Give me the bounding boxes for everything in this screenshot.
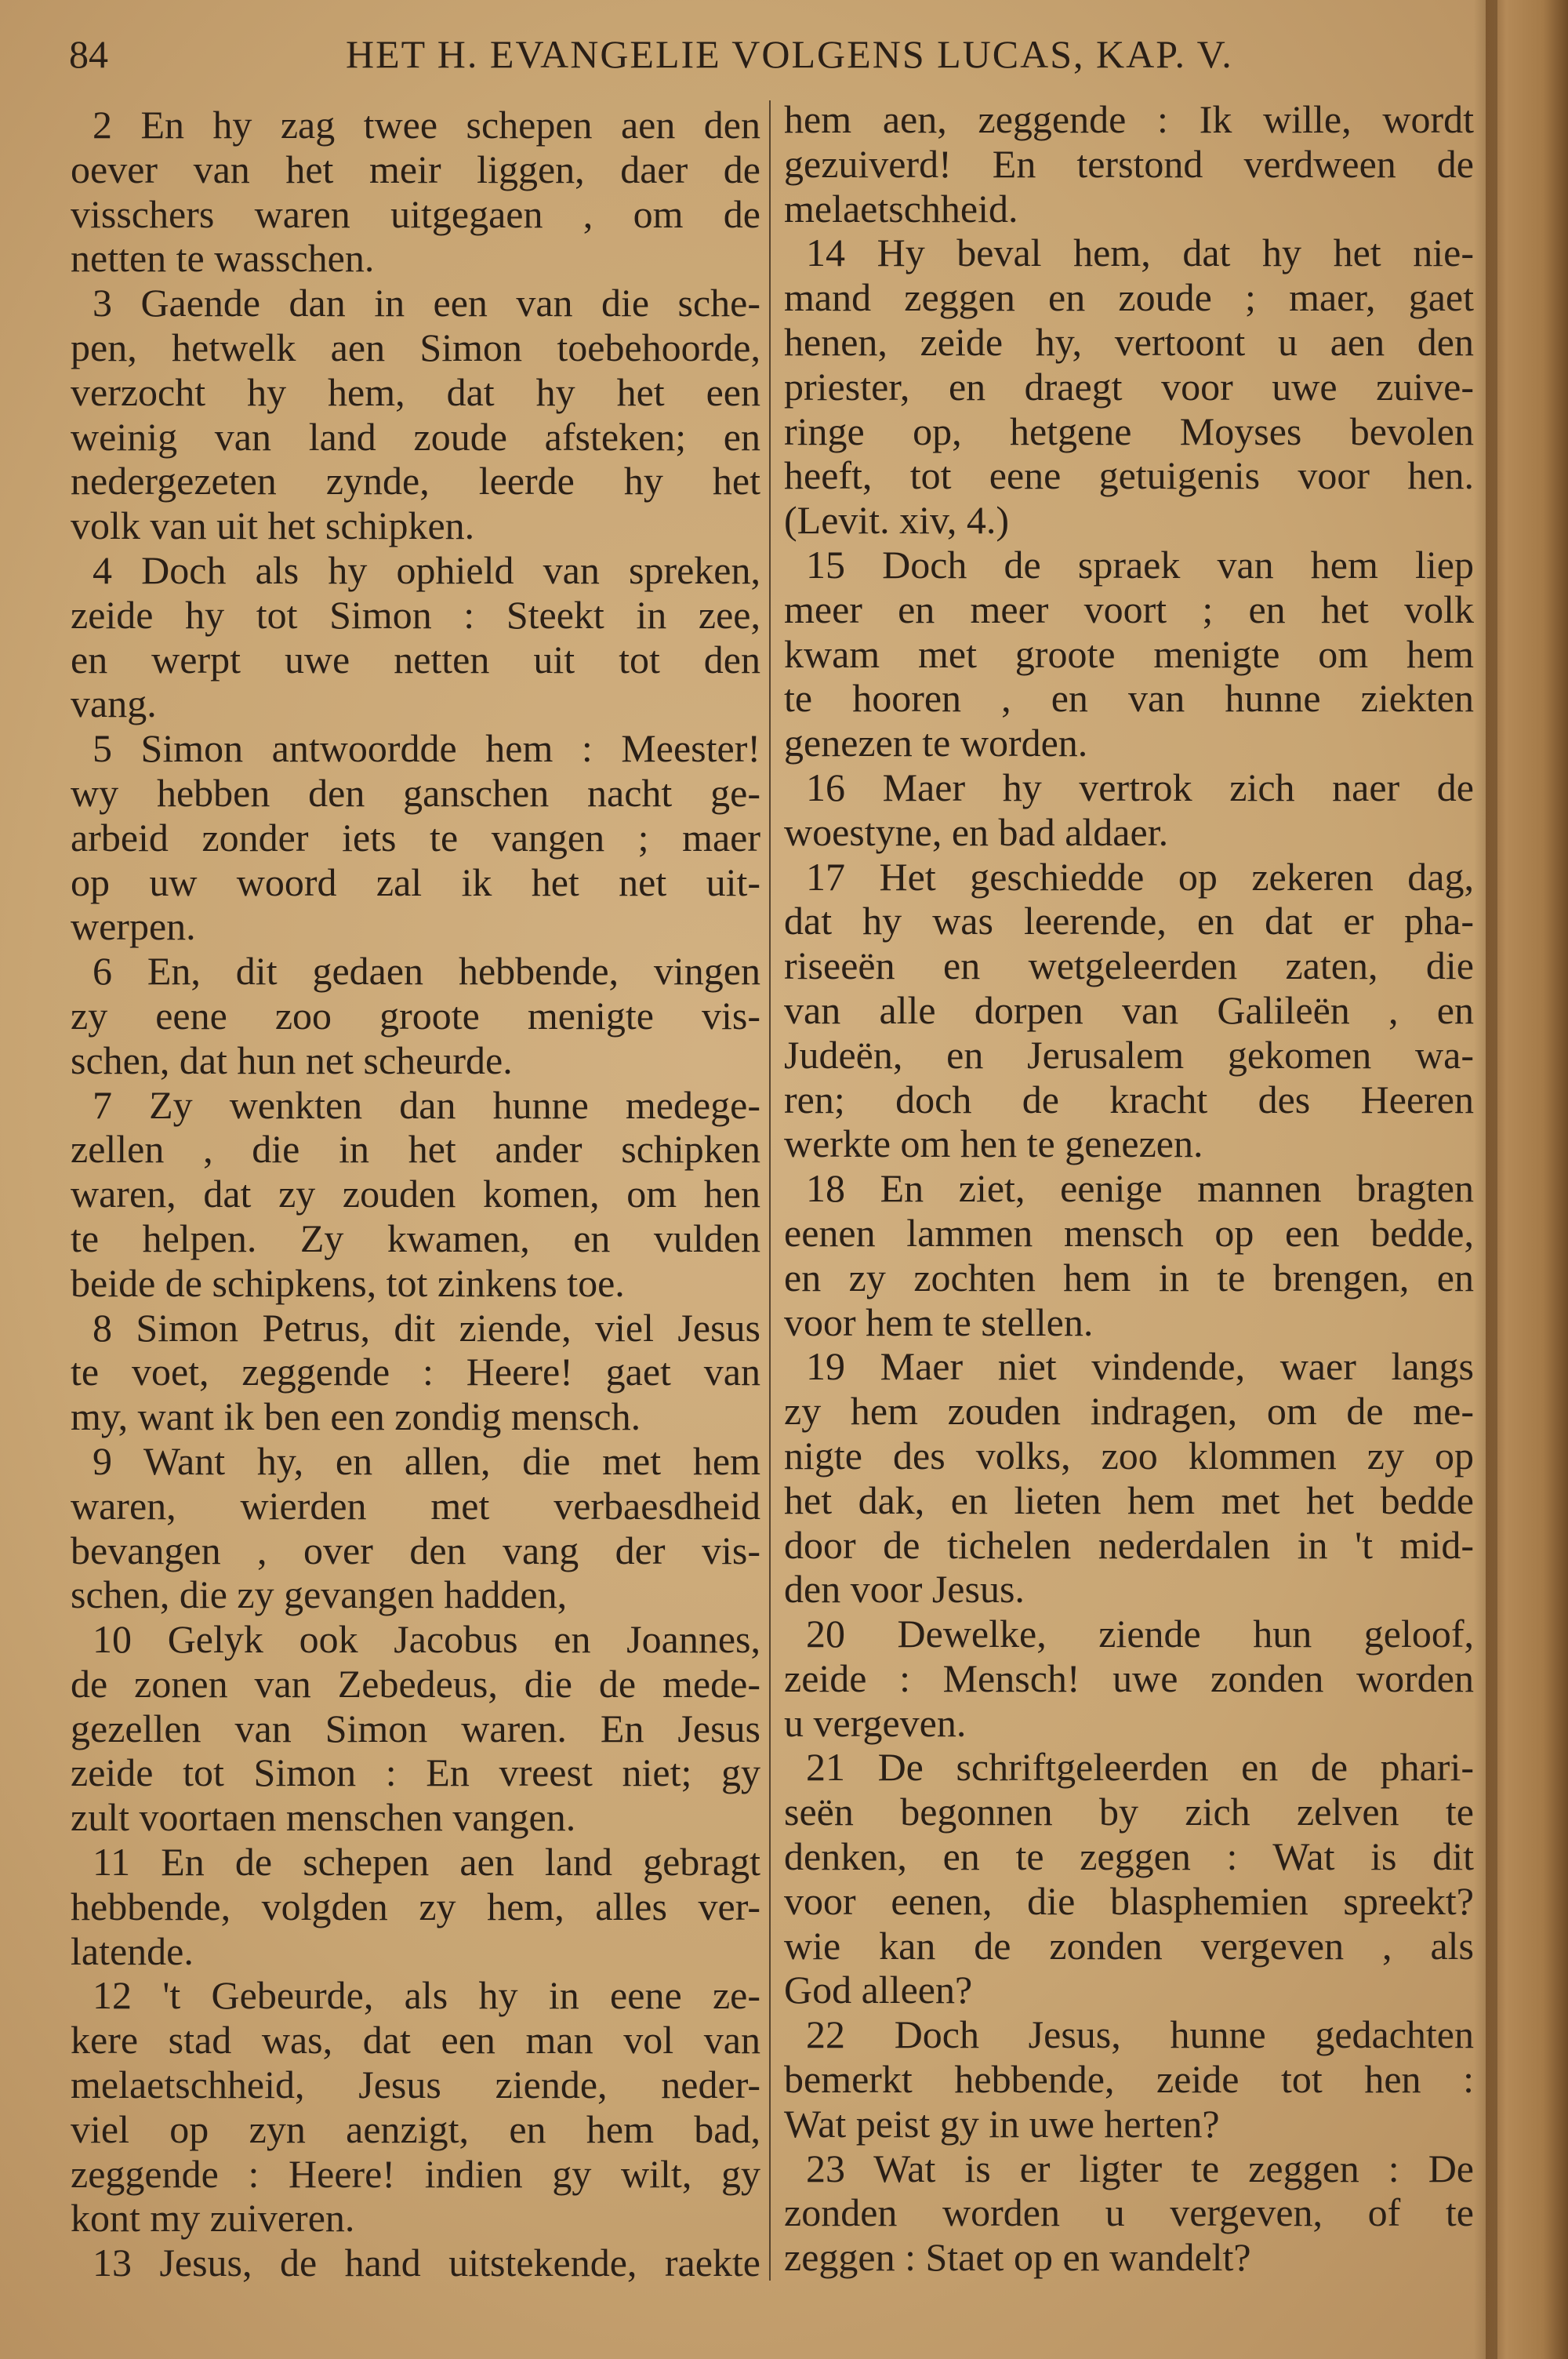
text-line: seën begonnen by zich zelven te bbox=[784, 1790, 1474, 1834]
text-line: wy hebben den ganschen nacht ge- bbox=[71, 770, 760, 815]
verse-paragraph bbox=[784, 543, 1474, 765]
text-line: 11 En de schepen aen land gebragt bbox=[93, 1840, 760, 1885]
page-header bbox=[69, 31, 1476, 82]
text-line: 16 Maer hy vertrok zich naer de bbox=[806, 765, 1474, 809]
text-line: God alleen? bbox=[784, 1968, 973, 2012]
verse-paragraph bbox=[784, 2146, 1474, 2280]
verse-paragraph bbox=[71, 1973, 760, 2241]
text-line: hebbende, volgden zy hem, alles ver- bbox=[71, 1884, 760, 1928]
text-line: op uw woord zal ik het net uit- bbox=[71, 860, 760, 904]
text-line: weinig van land zoude afsteken; en bbox=[71, 414, 760, 459]
text-line: 4 Doch als hy ophield van spreken, bbox=[93, 547, 760, 592]
text-line: voor eenen, die blasphemien spreekt? bbox=[784, 1878, 1474, 1923]
text-line: bevangen , over den vang der vis- bbox=[71, 1528, 760, 1572]
text-line: melaetschheid, Jesus ziende, neder- bbox=[71, 2063, 760, 2107]
verse-paragraph bbox=[71, 949, 760, 1082]
verse-paragraph bbox=[784, 765, 1474, 855]
text-line: genezen te worden. bbox=[784, 721, 1088, 765]
verse-paragraph bbox=[71, 1840, 760, 1973]
text-line: werkte om hen te genezen. bbox=[784, 1121, 1203, 1166]
text-line: 9 Want hy, en allen, die met hem bbox=[93, 1438, 760, 1483]
text-line: zonden worden u vergeven, of te bbox=[784, 2190, 1474, 2235]
text-line: voor hem te stellen. bbox=[784, 1299, 1094, 1344]
text-line: 6 En, dit gedaen hebbende, vingen bbox=[93, 949, 760, 994]
text-line: visschers waren uitgegaen , om de bbox=[71, 191, 760, 236]
text-line: zult voortaen menschen vangen. bbox=[71, 1795, 576, 1840]
verse-paragraph bbox=[784, 1612, 1474, 1745]
verse-paragraph bbox=[71, 726, 760, 949]
text-line: zeggen : Staet op en wandelt? bbox=[784, 2235, 1251, 2280]
text-line: 17 Het geschiedde op zekeren dag, bbox=[806, 854, 1474, 899]
text-line: bemerkt hebbende, zeide tot hen : bbox=[784, 2057, 1474, 2102]
text-line: my, want ik ben een zondig mensch. bbox=[71, 1394, 641, 1439]
text-line: priester, en draegt voor uwe zuive- bbox=[784, 364, 1474, 409]
verse-paragraph bbox=[71, 103, 760, 281]
text-line: 7 Zy wenkten dan hunne medege- bbox=[93, 1082, 760, 1127]
text-line: zy hem zouden indragen, om de me- bbox=[784, 1389, 1474, 1434]
text-line: zeide tot Simon : En vreest niet; gy bbox=[71, 1750, 760, 1795]
text-line: kwam met groote menigte om hem bbox=[784, 631, 1474, 676]
page-number: 84 bbox=[69, 32, 108, 76]
verse-paragraph bbox=[784, 2012, 1474, 2146]
text-line: dat hy was leerende, en dat er pha- bbox=[784, 899, 1474, 943]
text-line: 12 't Gebeurde, als hy in eene ze- bbox=[93, 1973, 760, 2018]
text-line: 15 Doch de spraek van hem liep bbox=[806, 542, 1474, 587]
text-line: 19 Maer niet vindende, waer langs bbox=[806, 1344, 1474, 1389]
text-line: 5 Simon antwoordde hem : Meester! bbox=[93, 726, 760, 771]
verse-paragraph bbox=[784, 231, 1474, 543]
running-title: HET H. EVANGELIE VOLGENS LUCAS, KAP. V. bbox=[346, 32, 1233, 76]
text-line: hem aen, zeggende : Ik wille, wordt bbox=[784, 97, 1474, 141]
text-line: het dak, en lieten hem met het bedde bbox=[784, 1478, 1474, 1522]
verse-paragraph bbox=[784, 1745, 1474, 2012]
text-line: 14 Hy beval hem, dat hy het nie- bbox=[806, 231, 1474, 275]
text-line: gezellen van Simon waren. En Jesus bbox=[71, 1706, 760, 1750]
text-line: 21 De schriftgeleerden en de phari- bbox=[806, 1745, 1474, 1790]
left-column bbox=[71, 103, 760, 2285]
text-line: mand zeggen en zoude ; maer, gaet bbox=[784, 275, 1474, 320]
verse-paragraph bbox=[71, 1306, 760, 1439]
text-line: te helpen. Zy kwamen, en vulden bbox=[71, 1216, 760, 1260]
text-line: waren, dat zy zouden komen, om hen bbox=[71, 1172, 760, 1216]
text-line: de zonen van Zebedeus, die de mede- bbox=[71, 1661, 760, 1706]
text-line: pen, hetwelk aen Simon toebehoorde, bbox=[71, 325, 760, 369]
text-line: riseeën en wetgeleerden zaten, die bbox=[784, 943, 1474, 988]
text-line: schen, dat hun net scheurde. bbox=[71, 1038, 513, 1082]
text-line: zy eene zoo groote menigte vis- bbox=[71, 993, 760, 1038]
verse-paragraph bbox=[784, 1344, 1474, 1612]
adjacent-page-edge bbox=[1486, 0, 1568, 2359]
text-line: werpen. bbox=[71, 904, 196, 949]
text-line: oever van het meir liggen, daer de bbox=[71, 147, 760, 191]
text-line: (Levit. xiv, 4.) bbox=[784, 498, 1009, 543]
text-line: van alle dorpen van Galileën , en bbox=[784, 987, 1474, 1032]
text-line: den voor Jesus. bbox=[784, 1567, 1025, 1612]
text-line: schen, die zy gevangen hadden, bbox=[71, 1572, 568, 1617]
text-line: ren; doch de kracht des Heeren bbox=[784, 1077, 1474, 1121]
verse-paragraph bbox=[71, 281, 760, 548]
text-line: arbeid zonder iets te vangen ; maer bbox=[71, 815, 760, 860]
verse-paragraph bbox=[71, 1439, 760, 1617]
text-line: zeide hy tot Simon : Steekt in zee, bbox=[71, 592, 760, 637]
text-line: 8 Simon Petrus, dit ziende, viel Jesus bbox=[93, 1305, 760, 1350]
text-line: gezuiverd! En terstond verdween de bbox=[784, 141, 1474, 186]
text-line: 18 En ziet, eenige mannen bragten bbox=[806, 1166, 1474, 1211]
text-line: zeide : Mensch! uwe zonden worden bbox=[784, 1656, 1474, 1700]
text-line: en werpt uwe netten uit tot den bbox=[71, 637, 760, 682]
text-line: heeft, tot eene getuigenis voor hen. bbox=[784, 453, 1474, 498]
verse-paragraph bbox=[71, 548, 760, 726]
text-line: vang. bbox=[71, 682, 157, 726]
text-line: Judeën, en Jerusalem gekomen wa- bbox=[784, 1032, 1474, 1077]
column-divider bbox=[769, 100, 771, 2281]
text-line: meer en meer voort ; en het volk bbox=[784, 587, 1474, 631]
text-line: kont my zuiveren. bbox=[71, 2196, 355, 2241]
text-line: door de tichelen nederdalen in 't mid- bbox=[784, 1522, 1474, 1567]
text-line: eenen lammen mensch op een bedde, bbox=[784, 1210, 1474, 1255]
text-line: en zy zochten hem in te brengen, en bbox=[784, 1255, 1474, 1299]
text-line: viel op zyn aenzigt, en hem bad, bbox=[71, 2106, 760, 2151]
text-line: latende. bbox=[71, 1928, 194, 1973]
text-line: Wat peist gy in uwe herten? bbox=[784, 2101, 1220, 2146]
text-line: henen, zeide hy, vertoont u aen den bbox=[784, 319, 1474, 364]
verse-paragraph bbox=[784, 97, 1474, 231]
text-line: ringe op, hetgene Moyses bevolen bbox=[784, 409, 1474, 453]
text-line: te voet, zeggende : Heere! gaet van bbox=[71, 1350, 760, 1394]
text-line: wie kan de zonden vergeven , als bbox=[784, 1923, 1474, 1968]
text-line: woestyne, en bad aldaer. bbox=[784, 809, 1169, 854]
page-gutter-shadow bbox=[1474, 0, 1497, 2359]
text-line: 3 Gaende dan in een van die sche- bbox=[93, 281, 760, 325]
verse-paragraph bbox=[71, 1617, 760, 1840]
text-line: 20 Dewelke, ziende hun geloof, bbox=[806, 1612, 1474, 1656]
text-line: 2 En hy zag twee schepen aen den bbox=[93, 103, 760, 147]
text-line: zellen , die in het ander schipken bbox=[71, 1127, 760, 1172]
text-line: beide de schipkens, tot zinkens toe. bbox=[71, 1260, 625, 1305]
text-line: melaetschheid. bbox=[784, 186, 1018, 231]
text-line: u vergeven. bbox=[784, 1700, 967, 1745]
text-line: volk van uit het schipken. bbox=[71, 503, 475, 548]
right-column bbox=[784, 97, 1474, 2280]
text-line: waren, wierden met verbaesdheid bbox=[71, 1483, 760, 1528]
text-line: 10 Gelyk ook Jacobus en Joannes, bbox=[93, 1617, 760, 1662]
verse-paragraph bbox=[71, 1083, 760, 1306]
verse-paragraph bbox=[784, 1166, 1474, 1344]
text-line: te hooren , en van hunne ziekten bbox=[784, 676, 1474, 721]
verse-paragraph bbox=[784, 855, 1474, 1167]
text-line: nigte des volks, zoo klommen zy op bbox=[784, 1433, 1474, 1478]
text-line: 22 Doch Jesus, hunne gedachten bbox=[806, 2012, 1474, 2057]
verse-paragraph bbox=[71, 2241, 760, 2285]
text-line: verzocht hy hem, dat hy het een bbox=[71, 369, 760, 414]
text-line: denken, en te zeggen : Wat is dit bbox=[784, 1834, 1474, 1879]
text-line: 23 Wat is er ligter te zeggen : De bbox=[806, 2146, 1474, 2190]
text-line: netten te wasschen. bbox=[71, 236, 375, 281]
text-line: zeggende : Heere! indien gy wilt, gy bbox=[71, 2151, 760, 2196]
text-line: nedergezeten zynde, leerde hy het bbox=[71, 459, 760, 503]
text-line: 13 Jesus, de hand uitstekende, raekte bbox=[93, 2241, 760, 2285]
text-line: kere stad was, dat een man vol van bbox=[71, 2018, 760, 2063]
